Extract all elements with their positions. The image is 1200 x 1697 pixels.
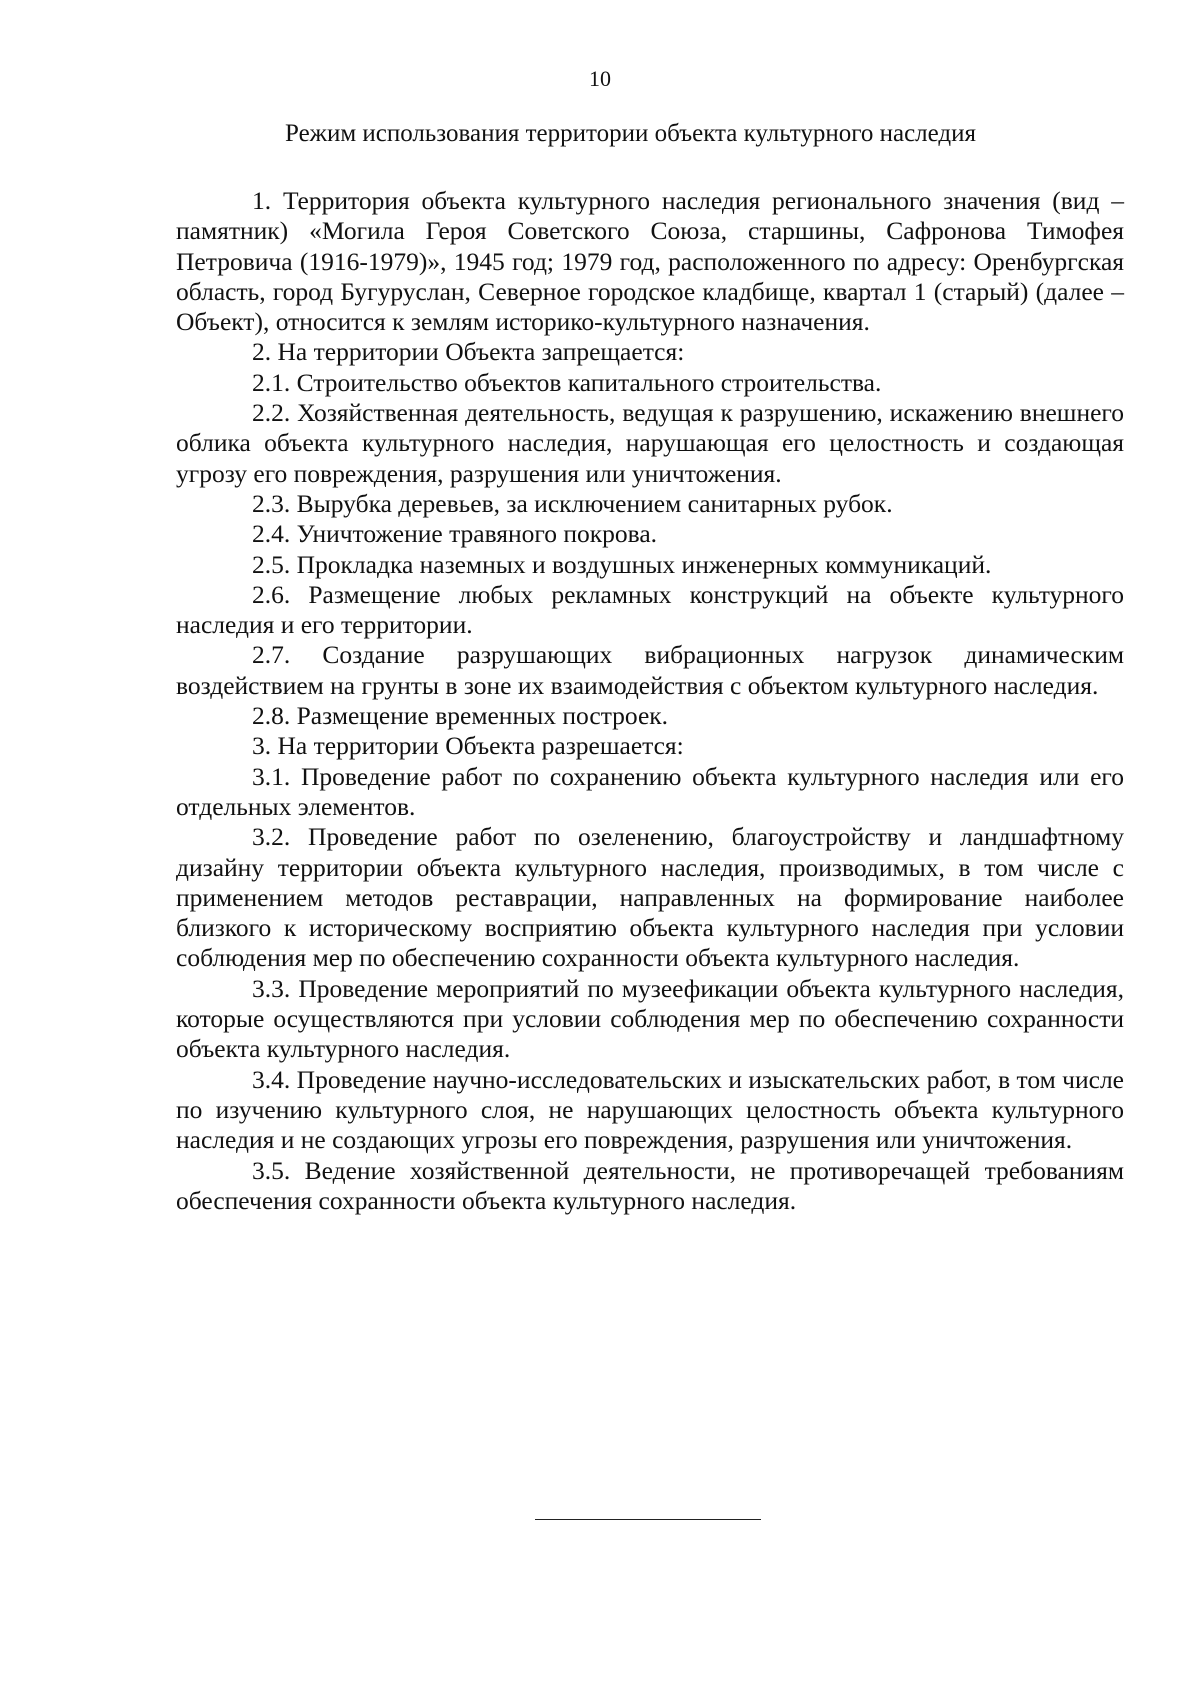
paragraph-3-3: 3.3. Проведение мероприятий по музеефикации объекта культурного наследия, которые осуществляются при условии соблюдения мер по обеспечению сохранности объекта культурного наследия. — [176, 973, 1124, 1064]
section-title: Режим использования территории объекта культурного наследия — [285, 120, 977, 147]
document-body — [176, 186, 1124, 1216]
paragraph-3-4: 3.4. Проведение научно-исследовательских и изыскательских работ, в том числе по изучению культурного слоя, не нарушающих целостность объекта культурного наследия и не создающих угрозы его повреждения, разрушения или уничтожения. — [176, 1064, 1124, 1155]
paragraph-2-3: 2.3. Вырубка деревьев, за исключением санитарных рубок. — [252, 488, 893, 518]
paragraph-2-7: 2.7. Создание разрушающих вибрационных нагрузок динамическим воздействием на грунты в зоне их взаимодействия с объектом культурного наследия. — [176, 640, 1124, 700]
paragraph-3-5: 3.5. Ведение хозяйственной деятельности, не противоречащей требованиям обеспечения сохранности объекта культурного наследия. — [176, 1155, 1124, 1215]
paragraph-2: 2. На территории Объекта запрещается: — [252, 337, 685, 367]
paragraph-2-1: 2.1. Строительство объектов капитального строительства. — [252, 367, 882, 397]
paragraph-3-1: 3.1. Проведение работ по сохранению объекта культурного наследия или его отдельных элементов. — [176, 761, 1124, 821]
paragraph-2-6: 2.6. Размещение любых рекламных конструкций на объекте культурного наследия и его территории. — [176, 579, 1124, 640]
paragraph-1: 1. Территория объекта культурного наследия регионального значения (вид – памятник) «Могила Героя Советского Союза, старшины, Сафронова Тимофея Петровича (1916-1979)», 1945 год; 1979 год, расположенного по адресу: Оренбургская область, город Бугуруслан, Северное городское кладбище, квартал 1 (старый) (далее – Объект), относится к землям историко-культурного назначения. — [176, 186, 1124, 337]
page-number: 10 — [589, 66, 611, 91]
paragraph-2-4: 2.4. Уничтожение травяного покрова. — [252, 519, 658, 549]
paragraph-3-2: 3.2. Проведение работ по озеленению, благоустройству и ландшафтному дизайну территории объекта культурного наследия, производимых, в том числе с применением методов реставрации, направленных на формирование наиболее близкого к историческому восприятию объекта культурного наследия при условии соблюдения мер по обеспечению сохранности объекта культурного наследия. — [176, 822, 1124, 973]
paragraph-2-2: 2.2. Хозяйственная деятельность, ведущая к разрушению, искажению внешнего облика объекта культурного наследия, нарушающая его целостность и создающая угрозу его повреждения, разрушения или уничтожения. — [176, 398, 1124, 488]
paragraph-2-5: 2.5. Прокладка наземных и воздушных инженерных коммуникаций. — [252, 549, 992, 579]
end-of-document-rule — [535, 1519, 761, 1520]
paragraph-3: 3. На территории Объекта разрешается: — [252, 731, 684, 761]
paragraph-2-8: 2.8. Размещение временных построек. — [252, 701, 669, 731]
